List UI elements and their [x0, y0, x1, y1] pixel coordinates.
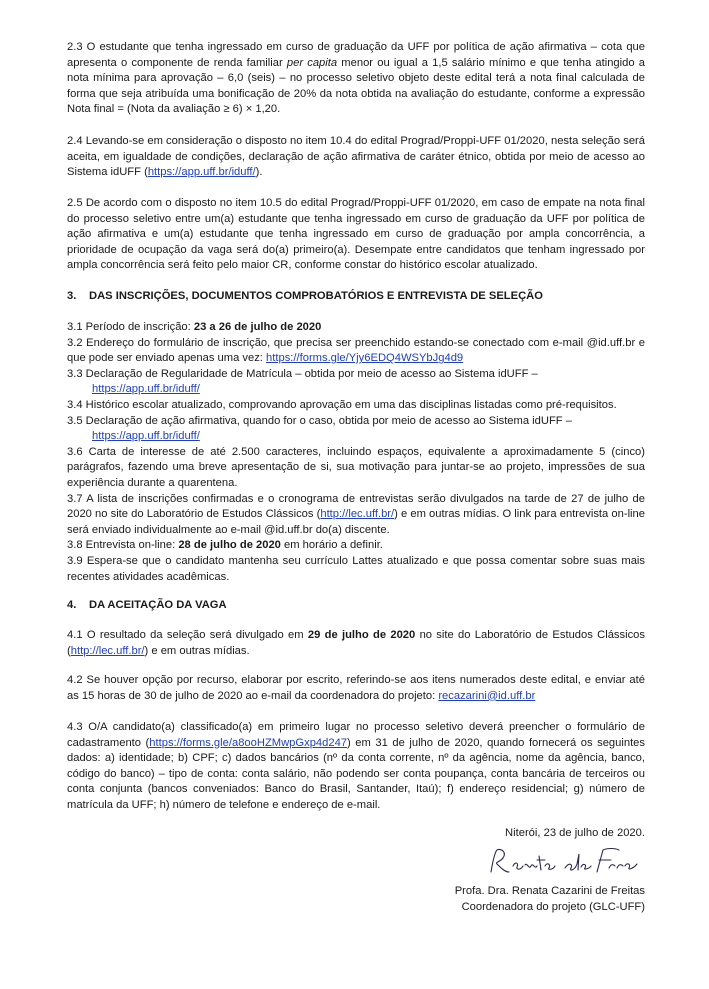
paragraph-4-2: 4.2 Se houver opção por recurso, elaborar por escrito, referindo-se aos itens numerados deste edital, e enviar até as 15 horas de 30 de julho de 2020 ao e-mail da coordenadora do projeto: recazarini@id.uff.br — [67, 674, 645, 702]
place-date: Niterói, 23 de julho de 2020. — [505, 827, 645, 839]
item-3-4: 3.4 Histórico escolar atualizado, comprovando aprovação em uma das disciplinas listadas como pré-requisitos. — [67, 398, 617, 411]
item-3-7: 3.7 A lista de inscrições confirmadas e o cronograma de entrevistas serão divulgados na tarde de 27 de julho de 2020 no site do Laboratório de Estudos Clássicos (http://lec.uff.br/) e em outras mídias. O link para entrevista on-line será enviado individualmente ao e-mail @id.uff.br do(a) discente. — [67, 492, 645, 536]
handwritten-signature — [483, 842, 643, 882]
lec-link-3-7[interactable]: http://lec.uff.br/ — [320, 508, 395, 521]
lec-link-4-1[interactable]: http://lec.uff.br/ — [70, 644, 145, 657]
section-3-list — [67, 320, 645, 585]
paragraph-4-3: 4.3 O/A candidato(a) classificado(a) em primeiro lugar no processo seletivo deverá preencher o formulário de cadastramento (https://forms.gle/a8ooHZMwpGxp4d247) em 31 de julho de 2020, quando fornecerá os seguintes dados: a) identidade; b) CPF; c) dados bancários (nº da conta corrente, nº da agência, nome da agência, banco, código do banco) – tipo de conta: conta salário, não podendo ser conta poupança, conta bancária de terceiros ou conta conjunta (bancos conveniados: Banco do Brasil, Santander, Itaú); f) endereço residencial; g) número de matrícula da UFF; h) número de telefone e endereço de e-mail. — [67, 721, 645, 811]
paragraph-2-3: 2.3 O estudante que tenha ingressado em curso de graduação da UFF por política de ação afirmativa – cota que apresenta o componente de renda familiar per capita menor ou igual a 1,5 salário mínimo e que tenha atingido a nota mínima para aprovação – 6,0 (seis) – no processo seletivo objeto deste edital terá a nota final calculada de forma que seja atribuída uma bonificação de 20% da nota obtida na avaliação do estudante, conforme a expressão Nota final = (Nota da avaliação ≥ 6) × 1,20. — [67, 41, 645, 116]
paragraph-2-4: 2.4 Levando-se em consideração o disposto no item 10.4 do edital Prograd/Proppi-UFF 01/2020, nesta seleção será aceita, em igualdade de condições, declaração de ação afirmativa de caráter étnico, obtida por meio de acesso ao Sistema idUFF (https://app.uff.br/iduff/). — [67, 135, 645, 179]
coordinator-email-link[interactable]: recazarini@id.uff.br — [438, 689, 536, 702]
item-3-6: 3.6 Carta de interesse de até 2.500 caracteres, incluindo espaços, equivalente a aproximadamente 5 (cinco) parágrafos, fazendo uma breve apresentação de si, sua motivação para juntar-se ao projeto, impressões de sua experiência durante a quarentena. — [67, 445, 645, 489]
item-3-9: 3.9 Espera-se que o candidato mantenha seu currículo Lattes atualizado e que possa comentar sobre suas mais recentes atividades acadêmicas. — [67, 554, 645, 583]
item-3-5: 3.5 Declaração de ação afirmativa, quando for o caso, obtida por meio de acesso ao Sistema idUFF – — [67, 414, 572, 427]
signatory-name: Profa. Dra. Renata Cazarini de Freitas — [454, 885, 645, 897]
iduff-link[interactable]: https://app.uff.br/iduff/ — [147, 166, 256, 179]
iduff-link-3-3[interactable]: https://app.uff.br/iduff/ — [92, 383, 200, 396]
item-3-5-link-line — [67, 429, 645, 445]
item-3-2: 3.2 Endereço do formulário de inscrição, que precisa ser preenchido estando-se conectado com e-mail @id.uff.br e que pode ser enviado apenas uma vez: https://forms.gle/Yjy6EDQ4WSYbJg4d9 — [67, 336, 645, 365]
iduff-link-3-5[interactable]: https://app.uff.br/iduff/ — [92, 430, 200, 443]
paragraph-4-1: 4.1 O resultado da seleção será divulgado em 29 de julho de 2020 no site do Laboratório de Estudos Clássicos (http://lec.uff.br/) e em outras mídias. — [67, 629, 645, 657]
section-4-heading: 4. DA ACEITAÇÃO DA VAGA — [67, 599, 227, 611]
item-3-8: 3.8 Entrevista on-line: 28 de julho de 2020 em horário a definir. — [67, 539, 383, 552]
paragraph-2-5: 2.5 De acordo com o disposto no item 10.5 do edital Prograd/Proppi-UFF 01/2020, em caso de empate na nota final do processo seletivo entre um(a) estudante que tenha ingressado em curso de graduação da UFF por política de ação afirmativa e um(a) estudante que tenha ingressado em curso de graduação por ampla concorrência, a prioridade de ocupação da vaga será do(a) primeiro(a). Desempate entre candidatos que tenham ingressado por ampla concorrência será feito pelo maior CR, conforme constar do histórico escolar atualizado. — [67, 197, 645, 272]
section-3-heading: 3. DAS INSCRIÇÕES, DOCUMENTOS COMPROBATÓRIOS E ENTREVISTA DE SELEÇÃO — [67, 290, 543, 302]
item-3-3: 3.3 Declaração de Regularidade de Matrícula – obtida por meio de acesso ao Sistema idUFF – — [67, 367, 538, 380]
item-3-3-link-line — [67, 382, 645, 398]
enrollment-form-link[interactable]: https://forms.gle/a8ooHZMwpGxp4d247 — [149, 736, 348, 749]
item-3-1: 3.1 Período de inscrição: 23 a 26 de julho de 2020 — [67, 321, 322, 333]
italic-per-capita: per capita — [286, 56, 338, 69]
registration-form-link[interactable]: https://forms.gle/Yjy6EDQ4WSYbJg4d9 — [266, 352, 464, 365]
signatory-role: Coordenadora do projeto (GLC-UFF) — [461, 901, 645, 913]
